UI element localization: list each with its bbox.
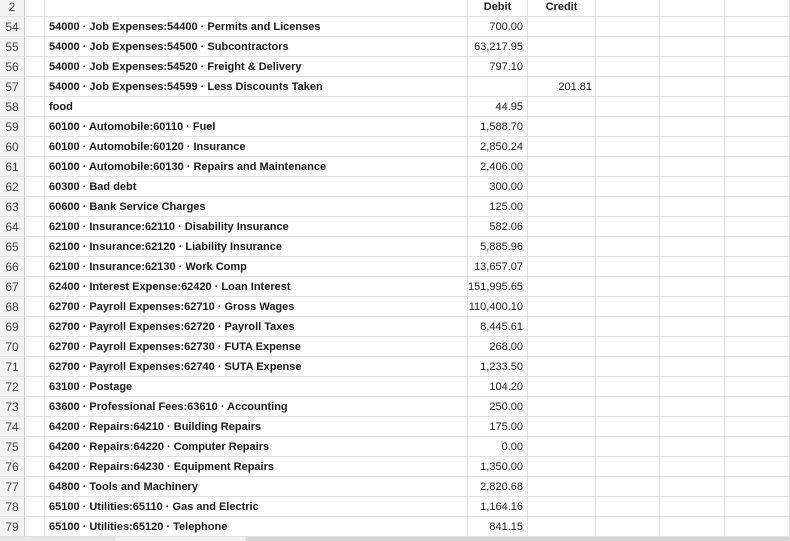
cell[interactable] [660, 497, 725, 517]
cell[interactable] [596, 297, 660, 317]
account-cell[interactable]: 62100 · Insurance:62120 · Liability Insurance [45, 237, 468, 257]
table-row [0, 517, 790, 537]
cell[interactable] [596, 337, 660, 357]
cell[interactable] [725, 0, 790, 17]
debit-cell[interactable]: 2,850.24 [468, 137, 528, 157]
cell[interactable] [725, 257, 790, 277]
cell[interactable] [660, 237, 725, 257]
cell[interactable] [596, 457, 660, 477]
credit-cell[interactable] [528, 357, 596, 377]
header-row [0, 0, 790, 17]
credit-cell[interactable] [528, 257, 596, 277]
credit-cell[interactable] [528, 237, 596, 257]
table-row [0, 477, 790, 497]
table-row [0, 217, 790, 237]
cell[interactable] [596, 377, 660, 397]
cell[interactable] [660, 17, 725, 37]
cell[interactable] [660, 417, 725, 437]
cell[interactable] [25, 297, 45, 317]
credit-cell[interactable] [528, 297, 596, 317]
table-row [0, 457, 790, 477]
table-row [0, 277, 790, 297]
cell[interactable] [596, 77, 660, 97]
table-row [0, 17, 790, 37]
row-header[interactable]: 55 [0, 37, 25, 57]
credit-cell[interactable] [528, 377, 596, 397]
table-row [0, 117, 790, 137]
cell[interactable] [25, 57, 45, 77]
debit-cell[interactable]: 44.95 [468, 97, 528, 117]
debit-cell[interactable]: 1,233.50 [468, 357, 528, 377]
debit-cell[interactable]: 700.00 [468, 17, 528, 37]
row-header[interactable]: 79 [0, 517, 25, 537]
cell[interactable] [596, 497, 660, 517]
row-header[interactable]: 57 [0, 77, 25, 97]
account-cell[interactable]: 62100 · Insurance:62110 · Disability Insurance [45, 217, 468, 237]
debit-cell[interactable]: 63,217.95 [468, 37, 528, 57]
cell[interactable] [596, 437, 660, 457]
cell[interactable] [25, 417, 45, 437]
account-cell[interactable]: 63600 · Professional Fees:63610 · Accounting [45, 397, 468, 417]
account-cell[interactable]: 62700 · Payroll Expenses:62730 · FUTA Expense [45, 337, 468, 357]
row-header[interactable]: 62 [0, 177, 25, 197]
cell[interactable] [660, 377, 725, 397]
credit-cell[interactable]: 201.81 [528, 77, 596, 97]
cell[interactable] [25, 137, 45, 157]
cell[interactable] [596, 197, 660, 217]
cell[interactable] [25, 0, 45, 17]
row-header[interactable]: 72 [0, 377, 25, 397]
account-cell[interactable]: 60300 · Bad debt [45, 177, 468, 197]
cell[interactable] [596, 0, 660, 17]
cell[interactable] [25, 437, 45, 457]
debit-cell[interactable]: 582.06 [468, 217, 528, 237]
row-header[interactable]: 2 [0, 0, 25, 17]
table-row [0, 177, 790, 197]
cell[interactable] [660, 197, 725, 217]
row-header[interactable]: 73 [0, 397, 25, 417]
credit-cell[interactable] [528, 317, 596, 337]
cell[interactable] [660, 277, 725, 297]
account-cell[interactable]: 60100 · Automobile:60130 · Repairs and Maintenance [45, 157, 468, 177]
horizontal-scrollbar[interactable] [0, 537, 790, 541]
table-row [0, 157, 790, 177]
debit-cell[interactable]: 151,995.65 [468, 277, 528, 297]
cell[interactable] [660, 257, 725, 277]
cell[interactable] [725, 517, 790, 537]
credit-cell[interactable] [528, 437, 596, 457]
account-cell[interactable]: 62400 · Interest Expense:62420 · Loan Interest [45, 277, 468, 297]
cell[interactable] [25, 337, 45, 357]
cell[interactable] [660, 0, 725, 17]
cell[interactable] [596, 237, 660, 257]
cell[interactable] [25, 517, 45, 537]
cell[interactable] [596, 217, 660, 237]
cell[interactable] [25, 257, 45, 277]
cell[interactable] [725, 37, 790, 57]
row-header[interactable]: 60 [0, 137, 25, 157]
cell[interactable] [660, 177, 725, 197]
account-cell[interactable]: food [45, 97, 468, 117]
row-header[interactable]: 59 [0, 117, 25, 137]
account-cell[interactable]: 62700 · Payroll Expenses:62720 · Payroll Taxes [45, 317, 468, 337]
account-cell[interactable]: 54000 · Job Expenses:54400 · Permits and Licenses [45, 17, 468, 37]
cell[interactable] [596, 97, 660, 117]
row-header[interactable]: 76 [0, 457, 25, 477]
cell[interactable] [660, 477, 725, 497]
cell[interactable] [725, 377, 790, 397]
cell[interactable] [596, 357, 660, 377]
debit-cell[interactable]: 268.00 [468, 337, 528, 357]
table-row [0, 37, 790, 57]
credit-cell[interactable] [528, 417, 596, 437]
debit-cell[interactable]: 0.00 [468, 437, 528, 457]
credit-cell[interactable] [528, 337, 596, 357]
row-header[interactable]: 71 [0, 357, 25, 377]
row-header[interactable]: 56 [0, 57, 25, 77]
debit-cell[interactable]: 175.00 [468, 417, 528, 437]
cell[interactable] [725, 437, 790, 457]
cell[interactable] [660, 97, 725, 117]
account-cell[interactable]: 64200 · Repairs:64210 · Building Repairs [45, 417, 468, 437]
debit-cell[interactable]: 13,657.07 [468, 257, 528, 277]
sheet-tab-area[interactable] [0, 537, 115, 541]
cell[interactable] [660, 57, 725, 77]
cell[interactable] [25, 97, 45, 117]
debit-cell[interactable]: 125.00 [468, 197, 528, 217]
cell[interactable] [25, 197, 45, 217]
cell[interactable] [25, 317, 45, 337]
table-row [0, 357, 790, 377]
cell[interactable] [725, 217, 790, 237]
cell[interactable] [25, 457, 45, 477]
credit-cell[interactable] [528, 17, 596, 37]
debit-cell[interactable] [468, 77, 528, 97]
row-header[interactable]: 64 [0, 217, 25, 237]
cell[interactable] [725, 77, 790, 97]
cell[interactable] [596, 317, 660, 337]
cell[interactable] [725, 277, 790, 297]
row-header[interactable]: 66 [0, 257, 25, 277]
cell[interactable] [25, 177, 45, 197]
table-row [0, 137, 790, 157]
cell[interactable] [725, 417, 790, 437]
cell[interactable] [596, 117, 660, 137]
cell[interactable] [596, 37, 660, 57]
credit-cell[interactable] [528, 177, 596, 197]
cell[interactable] [725, 357, 790, 377]
cell[interactable] [660, 297, 725, 317]
cell[interactable] [660, 117, 725, 137]
cell[interactable] [596, 137, 660, 157]
account-cell[interactable]: 64200 · Repairs:64220 · Computer Repairs [45, 437, 468, 457]
credit-cell[interactable] [528, 277, 596, 297]
account-cell[interactable]: 63100 · Postage [45, 377, 468, 397]
account-cell[interactable]: 54000 · Job Expenses:54520 · Freight & Delivery [45, 57, 468, 77]
table-row [0, 77, 790, 97]
debit-cell[interactable]: 841.15 [468, 517, 528, 537]
cell[interactable] [596, 157, 660, 177]
account-cell[interactable]: 65100 · Utilities:65110 · Gas and Electric [45, 497, 468, 517]
table-row [0, 337, 790, 357]
cell[interactable] [25, 277, 45, 297]
cell[interactable] [596, 477, 660, 497]
cell[interactable] [660, 337, 725, 357]
cell[interactable] [596, 417, 660, 437]
credit-cell[interactable] [528, 397, 596, 417]
row-header[interactable]: 70 [0, 337, 25, 357]
debit-cell[interactable]: 1,164.16 [468, 497, 528, 517]
cell[interactable] [25, 377, 45, 397]
cell[interactable] [660, 137, 725, 157]
cell[interactable] [25, 397, 45, 417]
scrollbar-thumb[interactable] [245, 537, 790, 541]
account-cell[interactable]: 62700 · Payroll Expenses:62740 · SUTA Expense [45, 357, 468, 377]
cell[interactable] [596, 257, 660, 277]
debit-header[interactable]: Debit [468, 0, 528, 17]
table-row [0, 437, 790, 457]
cell[interactable] [660, 157, 725, 177]
cell[interactable] [660, 317, 725, 337]
credit-cell[interactable] [528, 477, 596, 497]
table-row [0, 57, 790, 77]
cell[interactable] [596, 17, 660, 37]
table-row [0, 317, 790, 337]
account-cell[interactable]: 64200 · Repairs:64230 · Equipment Repairs [45, 457, 468, 477]
cell[interactable] [725, 17, 790, 37]
account-cell[interactable]: 54000 · Job Expenses:54500 · Subcontractors [45, 37, 468, 57]
credit-cell[interactable] [528, 197, 596, 217]
row-header[interactable]: 74 [0, 417, 25, 437]
cell[interactable] [25, 37, 45, 57]
row-header[interactable]: 77 [0, 477, 25, 497]
cell[interactable] [725, 297, 790, 317]
cell[interactable] [25, 157, 45, 177]
cell[interactable] [725, 397, 790, 417]
cell[interactable] [25, 237, 45, 257]
credit-cell[interactable] [528, 157, 596, 177]
table-row [0, 237, 790, 257]
cell[interactable] [25, 497, 45, 517]
cell[interactable] [596, 517, 660, 537]
cell[interactable] [660, 397, 725, 417]
cell[interactable] [25, 477, 45, 497]
table-row [0, 297, 790, 317]
debit-cell[interactable]: 2,820.68 [468, 477, 528, 497]
cell[interactable] [596, 277, 660, 297]
table-row [0, 377, 790, 397]
table-row [0, 397, 790, 417]
debit-cell[interactable]: 104.20 [468, 377, 528, 397]
credit-cell[interactable] [528, 517, 596, 537]
cell[interactable] [725, 337, 790, 357]
account-cell[interactable]: 65100 · Utilities:65120 · Telephone [45, 517, 468, 537]
debit-cell[interactable]: 5,885.96 [468, 237, 528, 257]
row-header[interactable]: 69 [0, 317, 25, 337]
cell[interactable] [660, 357, 725, 377]
cell[interactable] [725, 97, 790, 117]
credit-cell[interactable] [528, 37, 596, 57]
cell[interactable] [725, 237, 790, 257]
credit-cell[interactable] [528, 457, 596, 477]
account-cell[interactable]: 60600 · Bank Service Charges [45, 197, 468, 217]
cell[interactable] [725, 157, 790, 177]
row-header[interactable]: 54 [0, 17, 25, 37]
row-header[interactable]: 78 [0, 497, 25, 517]
cell[interactable] [725, 177, 790, 197]
credit-cell[interactable] [528, 217, 596, 237]
cell[interactable] [45, 0, 468, 17]
debit-cell[interactable]: 300.00 [468, 177, 528, 197]
cell[interactable] [25, 357, 45, 377]
cell[interactable] [725, 497, 790, 517]
cell[interactable] [725, 117, 790, 137]
cell[interactable] [660, 457, 725, 477]
credit-cell[interactable] [528, 97, 596, 117]
table-row [0, 257, 790, 277]
debit-cell[interactable]: 2,406.00 [468, 157, 528, 177]
table-row [0, 197, 790, 217]
cell[interactable] [25, 117, 45, 137]
table-row [0, 497, 790, 517]
table-row [0, 417, 790, 437]
debit-cell[interactable]: 8,445.61 [468, 317, 528, 337]
account-cell[interactable]: 62100 · Insurance:62130 · Work Comp [45, 257, 468, 277]
debit-cell[interactable]: 110,400.10 [468, 297, 528, 317]
cell[interactable] [596, 57, 660, 77]
cell[interactable] [725, 317, 790, 337]
cell[interactable] [25, 217, 45, 237]
row-header[interactable]: 65 [0, 237, 25, 257]
credit-cell[interactable] [528, 57, 596, 77]
row-header[interactable]: 67 [0, 277, 25, 297]
cell[interactable] [725, 457, 790, 477]
debit-cell[interactable]: 1,350.00 [468, 457, 528, 477]
cell[interactable] [725, 57, 790, 77]
credit-cell[interactable] [528, 497, 596, 517]
cell[interactable] [25, 17, 45, 37]
row-header[interactable]: 61 [0, 157, 25, 177]
cell[interactable] [725, 477, 790, 497]
account-cell[interactable]: 54000 · Job Expenses:54599 · Less Discounts Taken [45, 77, 468, 97]
debit-cell[interactable]: 250.00 [468, 397, 528, 417]
cell[interactable] [725, 197, 790, 217]
cell[interactable] [660, 437, 725, 457]
cell[interactable] [660, 77, 725, 97]
row-header[interactable]: 68 [0, 297, 25, 317]
account-cell[interactable]: 60100 · Automobile:60120 · Insurance [45, 137, 468, 157]
cell[interactable] [596, 177, 660, 197]
credit-cell[interactable] [528, 117, 596, 137]
account-cell[interactable]: 62700 · Payroll Expenses:62710 · Gross Wages [45, 297, 468, 317]
cell[interactable] [596, 397, 660, 417]
cell[interactable] [660, 217, 725, 237]
row-header[interactable]: 75 [0, 437, 25, 457]
cell[interactable] [660, 517, 725, 537]
table-row [0, 97, 790, 117]
credit-cell[interactable] [528, 137, 596, 157]
cell[interactable] [725, 137, 790, 157]
cell[interactable] [25, 77, 45, 97]
debit-cell[interactable]: 1,588.70 [468, 117, 528, 137]
account-cell[interactable]: 60100 · Automobile:60110 · Fuel [45, 117, 468, 137]
cell[interactable] [660, 37, 725, 57]
credit-header[interactable]: Credit [528, 0, 596, 17]
row-header[interactable]: 63 [0, 197, 25, 217]
debit-cell[interactable]: 797.10 [468, 57, 528, 77]
row-header[interactable]: 58 [0, 97, 25, 117]
account-cell[interactable]: 64800 · Tools and Machinery [45, 477, 468, 497]
